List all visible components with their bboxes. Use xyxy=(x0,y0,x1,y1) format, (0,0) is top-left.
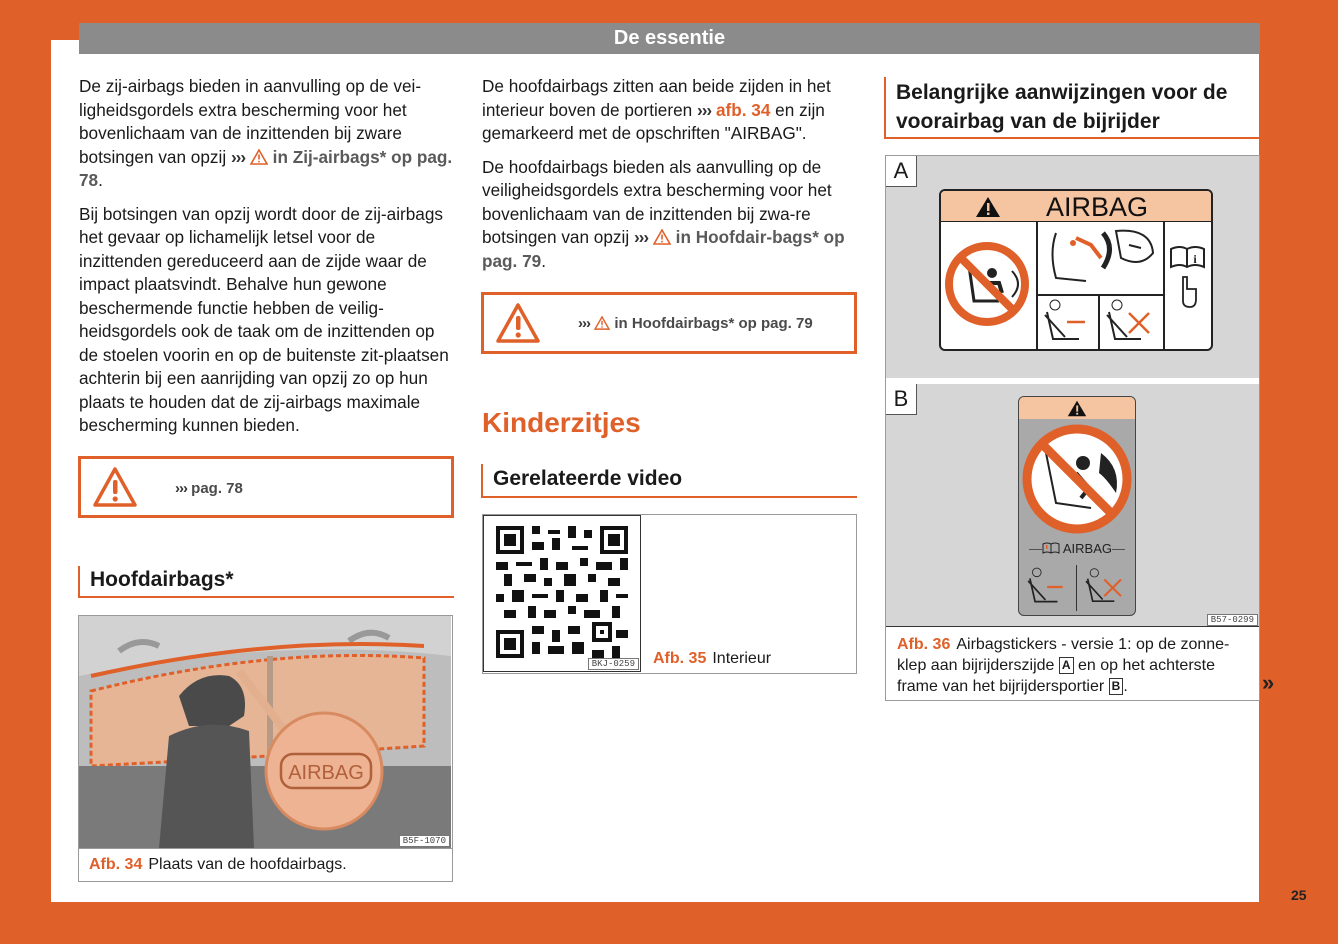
warning-reference[interactable]: ››› in Hoofdairbags* op pag. 79 xyxy=(578,315,813,332)
panel-b xyxy=(886,384,1259,627)
ref-box-a: A xyxy=(1059,657,1074,674)
figure-caption: Afb. 34 Plaats van de hoofdairbags. xyxy=(89,856,347,873)
seatbelt-distance-icon xyxy=(1039,297,1097,347)
figure-36 xyxy=(885,155,1260,701)
seatbelt-distance-icon xyxy=(1023,565,1073,609)
page-header: De essentie xyxy=(79,23,1260,54)
figure-caption: Afb. 35 Interieur xyxy=(653,650,772,667)
seatbelt-no-lean-icon xyxy=(1081,565,1131,609)
panel-a-label: A xyxy=(886,156,917,187)
figure-35 xyxy=(482,514,857,674)
no-child-seat-icon xyxy=(944,241,1030,327)
qr-code-frame[interactable] xyxy=(483,515,641,672)
figure-code: B5F-1070 xyxy=(399,835,450,847)
panel-b-label: B xyxy=(886,384,917,415)
seatbelt-no-lean-icon xyxy=(1101,297,1161,347)
panel-a xyxy=(886,156,1259,384)
chevron-icon: ››› xyxy=(230,146,246,167)
section-title-kinderzitjes: Kinderzitjes xyxy=(482,407,641,438)
svg-text:i: i xyxy=(1193,252,1197,266)
figure-34 xyxy=(78,615,453,882)
no-rear-facing-child-seat-icon xyxy=(1021,423,1133,535)
page-number: 25 xyxy=(1291,887,1307,903)
continue-marker: » xyxy=(1262,670,1275,695)
column-2 xyxy=(482,75,857,283)
paragraph-side-airbags: De zij-airbags bieden in aanvulling op de vei-ligheidsgordels extra bescherming voor het bovenlichaam van de inzittenden bij zware botsingen van opzij ››› in Zij-airbags* op pag. 78. xyxy=(79,76,453,190)
figure-reference-link[interactable]: afb. 34 xyxy=(715,99,771,120)
paragraph-side-collision: Bij botsingen van opzij wordt door de zij-airbags het gevaar op lichamelijk letsel voor de inzittenden gereduceerd aan de zijde waar de impact plaatsvindt. Behalve hun gewone beschermende functie hebben de veilig-heidsgordels ook de taak om de inzittenden op de stoelen voorin en op de buitenste zit-plaatsen achterin bij een aanrijding van opzij zo op hun plaats te houden dat de zij-airbags maximale bescherming kunnen bieden. xyxy=(79,203,449,435)
heading-related-video: Gerelateerde video xyxy=(481,464,857,498)
manual-info-icon xyxy=(1168,241,1208,311)
airbag-deploy-icon xyxy=(1041,223,1161,293)
cross-reference-link[interactable]: in Hoofdair-bags* op pag. 79 xyxy=(482,227,845,271)
manual-warning-icon xyxy=(1042,542,1060,554)
warning-triangle-icon xyxy=(91,465,139,509)
sticker-b-title-row: — AIRBAG— xyxy=(1028,541,1126,556)
warning-icon xyxy=(653,229,671,245)
warning-box-1 xyxy=(78,456,454,518)
warning-icon xyxy=(594,316,610,330)
warning-reference[interactable]: ››› pag. 78 xyxy=(175,480,243,497)
warning-box-2 xyxy=(481,292,857,354)
sticker-a-title: AIRBAG xyxy=(1046,192,1149,222)
paragraph-head-airbags-location: De hoofdairbags zitten aan beide zijden in het interieur boven de portieren ››› afb. 34 en zijn gemarkeerd met de opschriften "AIRBAG". xyxy=(482,76,831,143)
figure-code: B57-0299 xyxy=(1207,614,1258,626)
figure-caption: Afb. 36 Airbagstickers - versie 1: op de zonne-klep aan bijrijderszijde A en op het achterste frame van het bijrijdersportier B . xyxy=(897,636,1230,695)
car-interior-illustration xyxy=(79,616,451,848)
warning-icon xyxy=(250,149,268,165)
warning-triangle-icon xyxy=(494,301,542,345)
warning-solid-icon xyxy=(1067,400,1087,417)
heading-hoofdairbags: Hoofdairbags* xyxy=(78,566,454,598)
heading-passenger-airbag-notes: Belangrijke aanwijzingen voor de voorairbag van de bijrijder xyxy=(884,77,1260,139)
airbag-sticker-a xyxy=(939,189,1213,351)
column-1 xyxy=(79,75,453,448)
cross-reference-link[interactable]: in Zij-airbags* op pag. 78 xyxy=(79,146,453,190)
airbag-sticker-b xyxy=(1018,396,1136,616)
qr-code-icon xyxy=(496,526,628,658)
warning-solid-icon xyxy=(975,196,1001,218)
figure-code: BKJ-0259 xyxy=(588,658,639,670)
ref-box-b: B xyxy=(1109,678,1124,695)
airbag-callout-text: AIRBAG xyxy=(288,762,364,784)
paragraph-head-airbags-protection: De hoofdairbags bieden als aanvulling op de veiligheidsgordels extra bescherming voor het bovenlichaam van de inzittenden bij zwa-re botsingen van opzij ››› in Hoofdair-bags* op pag. 79. xyxy=(482,156,845,271)
